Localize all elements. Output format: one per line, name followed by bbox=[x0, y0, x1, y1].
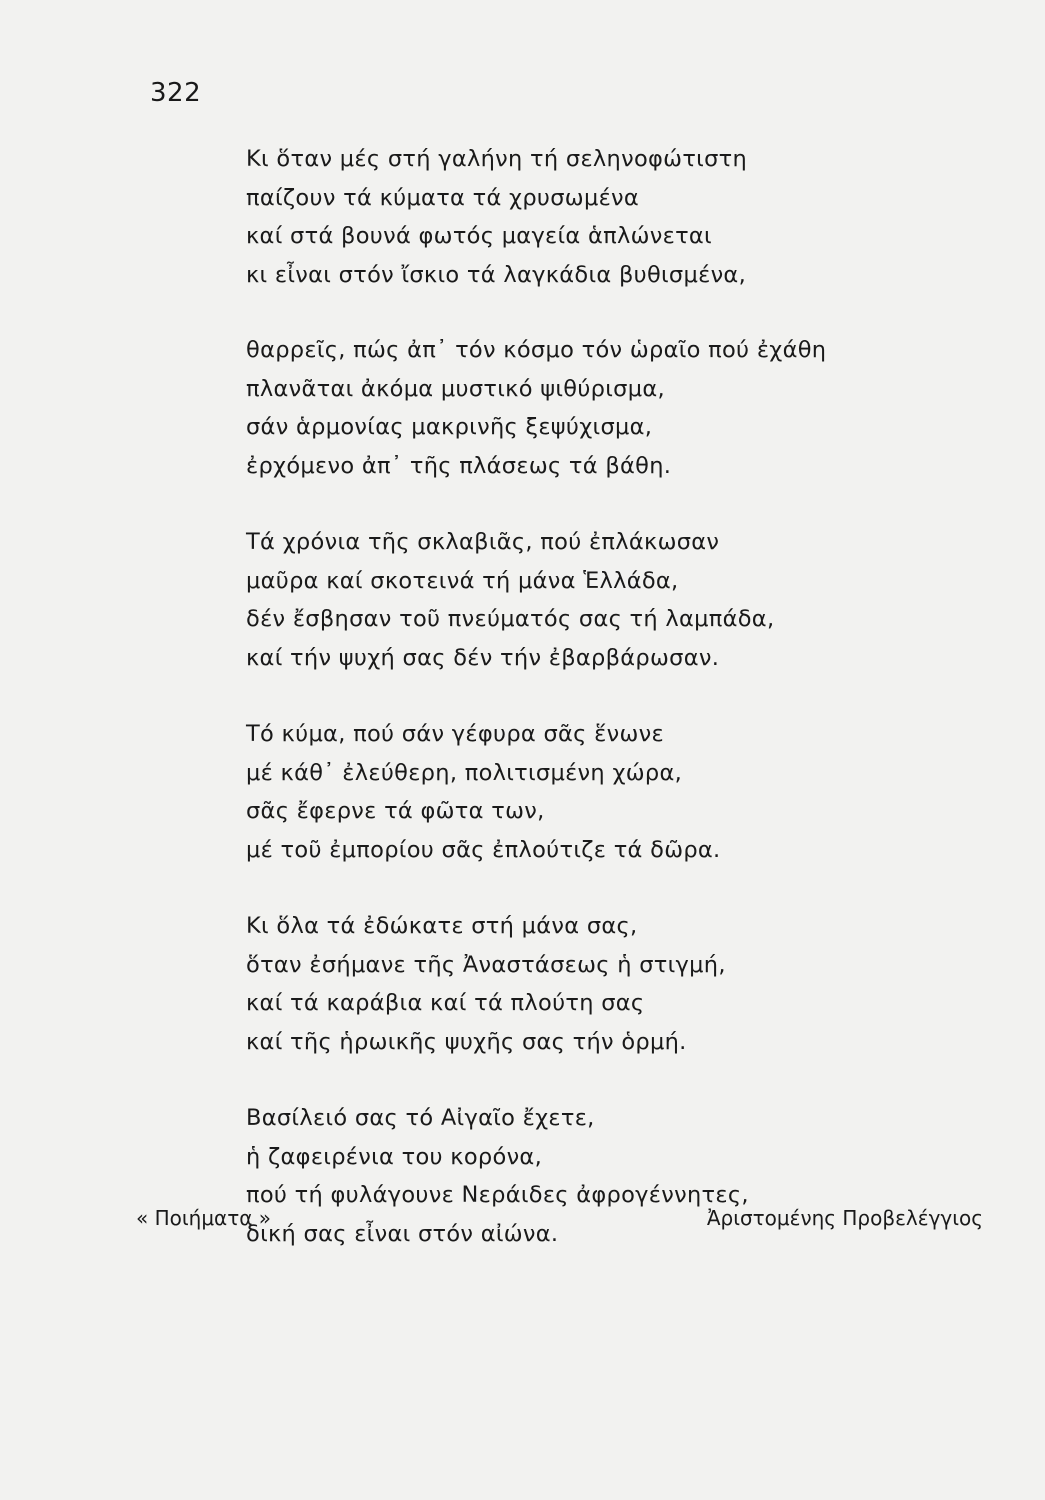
poem-line: καί στά βουνά φωτός μαγεία ἁπλώνεται bbox=[246, 223, 712, 249]
author-name: Ἀριστομένης Προβελέγγιος bbox=[706, 1206, 983, 1230]
poem-line: μέ κάθ᾽ ἐλεύθερη, πολιτισμένη χώρα, bbox=[246, 759, 683, 786]
poem-line: σᾶς ἔφερνε τά φῶτα των, bbox=[246, 798, 545, 824]
poem-line: παίζουν τά κύματα τά χρυσωμένα bbox=[246, 184, 640, 211]
poem-line: δική σας εἶναι στόν αἰώνα. bbox=[246, 1220, 559, 1247]
stanza-4 bbox=[246, 715, 1006, 869]
poem-line: πλανᾶται ἀκόμα μυστικό ψιθύρισμα, bbox=[246, 375, 665, 402]
poem-line: μέ τοῦ ἐμπορίου σᾶς ἐπλούτιζε τά δῶρα. bbox=[246, 836, 721, 863]
poem-line: δέν ἔσβησαν τοῦ πνεύματός σας τή λαμπάδα, bbox=[246, 606, 775, 632]
poem-line: Κι ὅταν μές στή γαλήνη τή σεληνοφώτιστη bbox=[246, 146, 748, 172]
poem-line: καί τῆς ἡρωικῆς ψυχῆς σας τήν ὁρμή. bbox=[246, 1028, 687, 1055]
poem-line: πού τή φυλάγουνε Νεράιδες ἀφρογέννητες, bbox=[246, 1182, 749, 1208]
poem-line: Βασίλειό σας τό Αἰγαῖο ἔχετε, bbox=[246, 1105, 595, 1131]
stanza-2 bbox=[246, 331, 1006, 485]
poem-line: καί τήν ψυχή σας δέν τήν ἐβαρβάρωσαν. bbox=[246, 644, 720, 671]
poem bbox=[246, 140, 1006, 1253]
poem-line: μαῦρα καί σκοτεινά τή μάνα Ἑλλάδα, bbox=[246, 567, 679, 594]
page-number: 322 bbox=[150, 78, 202, 108]
poem-line: ὅταν ἐσήμανε τῆς Ἀναστάσεως ἡ στιγμή, bbox=[246, 951, 726, 978]
poem-line: σάν ἁρμονίας μακρινῆς ξεψύχισμα, bbox=[246, 414, 653, 440]
stanza-5 bbox=[246, 907, 1006, 1061]
poem-line: ἐρχόμενο ἀπ᾽ τῆς πλάσεως τά βάθη. bbox=[246, 452, 672, 479]
poem-line: κι εἶναι στόν ἴσκιο τά λαγκάδια βυθισμένα, bbox=[246, 261, 747, 288]
poem-line: θαρρεῖς, πώς ἀπ᾽ τόν κόσμο τόν ὡραῖο πού ἐχάθη bbox=[246, 337, 827, 363]
stanza-3 bbox=[246, 523, 1006, 677]
stanza-1 bbox=[246, 140, 1006, 294]
poem-line: Τά χρόνια τῆς σκλαβιᾶς, πού ἐπλάκωσαν bbox=[246, 529, 720, 555]
poem-line: ἡ ζαφειρένια του κορόνα, bbox=[246, 1143, 543, 1170]
poem-line: Τό κύμα, πού σάν γέφυρα σᾶς ἕνωνε bbox=[246, 721, 664, 747]
poem-line: καί τά καράβια καί τά πλούτη σας bbox=[246, 990, 645, 1016]
poem-line: Κι ὅλα τά ἐδώκατε στή μάνα σας, bbox=[246, 913, 638, 939]
source-title: « Ποιήματα » bbox=[136, 1206, 272, 1230]
